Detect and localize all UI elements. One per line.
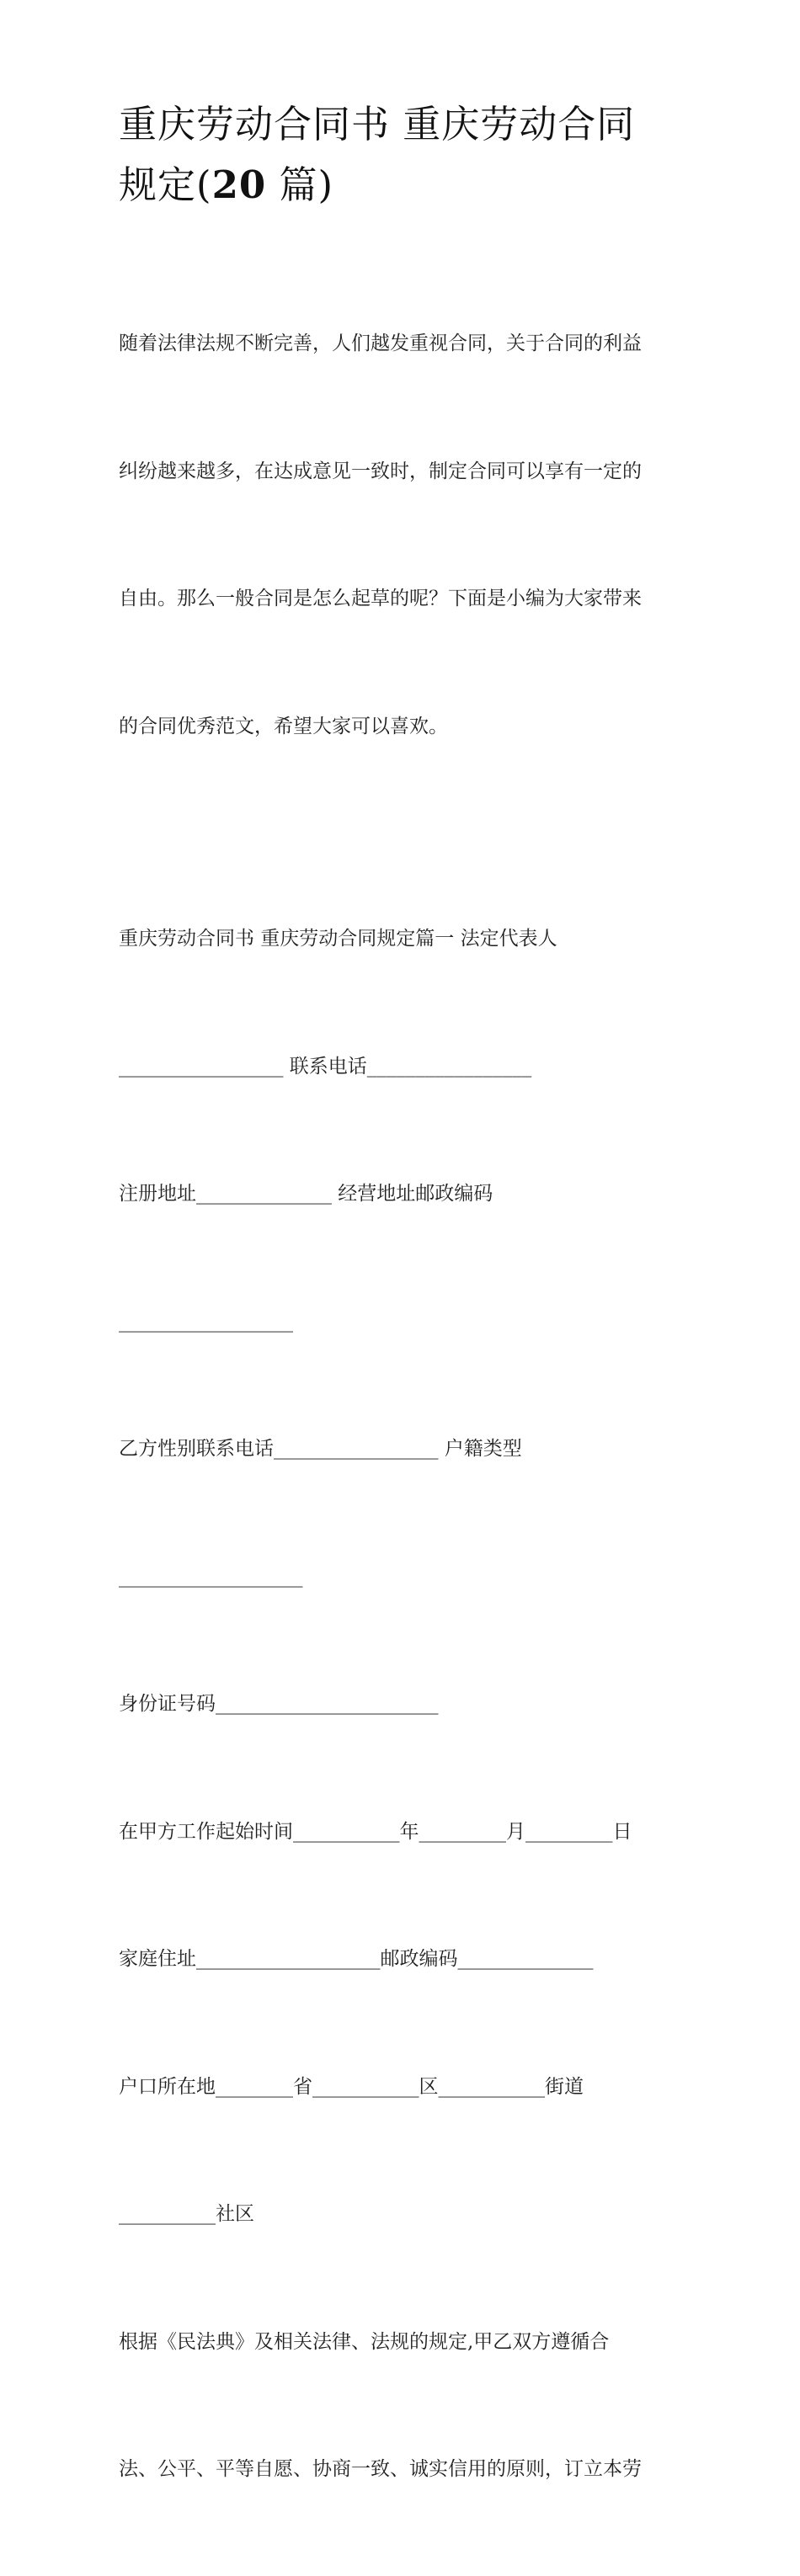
intro-paragraph [119,237,691,833]
title-line-2-suffix: 篇) [266,162,334,207]
intro-line: 纠纷越来越多，在达成意见一致时，制定合同可以享有一定的 [119,460,642,482]
form-line-address: 注册地址______________ 经营地址邮政编码 [119,1183,493,1205]
form-line-community: __________社区 [119,2203,254,2225]
section-heading-line: 重庆劳动合同书 重庆劳动合同规定篇一 法定代表人 [119,928,557,950]
document-title [119,94,691,216]
form-line-blank: __________________ [119,1310,293,1333]
intro-line: 随着法律法规不断完善，人们越发重视合同，关于合同的利益 [119,333,642,354]
intro-line: 自由。那么一般合同是怎么起草的呢？下面是小编为大家带来 [119,588,642,609]
title-line-2-prefix: 规定( [119,162,212,207]
form-line-home-address: 家庭住址___________________邮政编码______________ [119,1948,594,1970]
form-line-contact: _________________ 联系电话_________________ [119,1055,532,1078]
contract-body [119,833,691,2576]
form-line-household-registration: 户口所在地________省___________区___________街道 [119,2075,584,2098]
title-line-1: 重庆劳动合同书 重庆劳动合同 [119,102,636,146]
body-line: 根据《民法典》及相关法律、法规的规定,甲乙双方遵循合 [119,2330,610,2353]
form-line-blank: ___________________ [119,1565,303,1588]
form-line-id-number: 身份证号码_______________________ [119,1693,439,1715]
body-line: 法、公平、平等自愿、协商一致、诚实信用的原则，订立本劳 [119,2458,642,2480]
form-line-start-date: 在甲方工作起始时间___________年_________月_________日 [119,1820,632,1843]
document-page [119,94,691,2576]
intro-line: 的合同优秀范文，希望大家可以喜欢。 [119,715,448,737]
title-line-2-number: 20 [211,162,267,207]
form-line-party-b: 乙方性别联系电话_________________ 户籍类型 [119,1438,522,1460]
